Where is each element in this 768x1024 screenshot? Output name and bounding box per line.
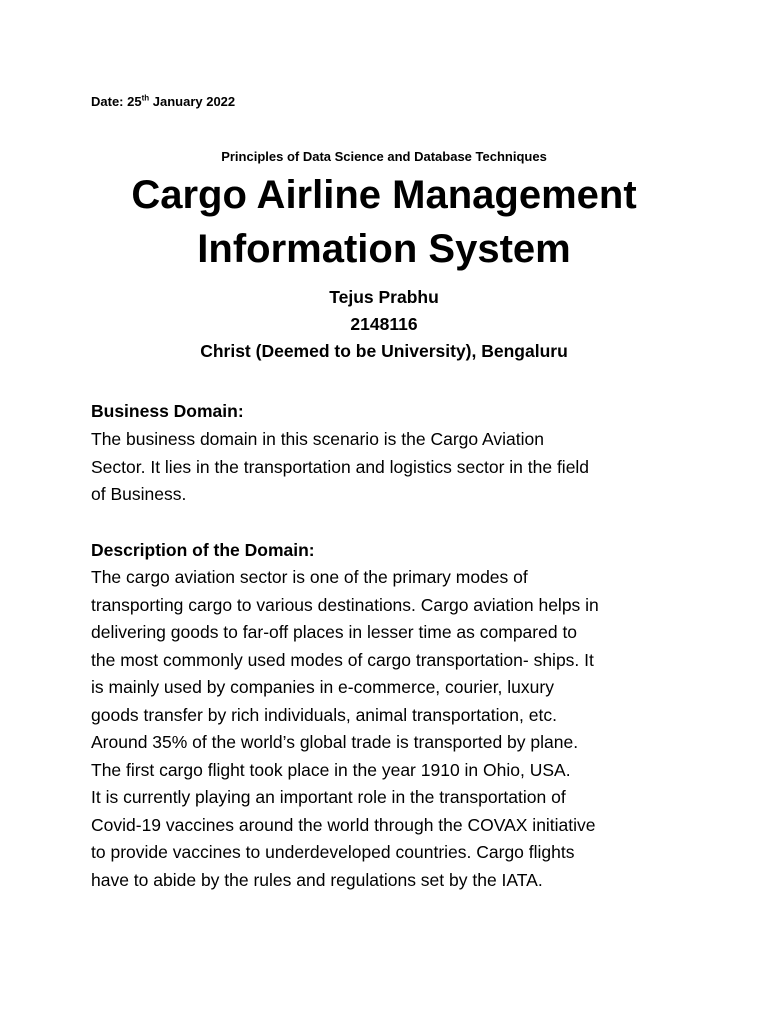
business-domain-paragraph xyxy=(91,426,691,509)
paragraph-line: is mainly used by companies in e-commerce, courier, luxury xyxy=(91,677,554,697)
author-name: Tejus Prabhu xyxy=(329,287,439,307)
date-superscript: th xyxy=(141,93,150,103)
paragraph-line: The business domain in this scenario is the Cargo Aviation xyxy=(91,429,544,449)
paragraph-line: The first cargo flight took place in the year 1910 in Ohio, USA. xyxy=(91,759,571,780)
paragraph-line: transporting cargo to various destinations. Cargo aviation helps in xyxy=(91,594,599,615)
paragraph-line: Around 35% of the world’s global trade is transported by plane. xyxy=(91,732,579,752)
paragraph-line: delivering goods to far-off places in lesser time as compared to xyxy=(91,622,578,642)
title-line-2: Information System xyxy=(197,227,571,271)
paragraph-line: It is currently playing an important role in the transportation of xyxy=(91,787,566,807)
paragraph-line: have to abide by the rules and regulations set by the IATA. xyxy=(91,869,543,890)
paragraph-line: The cargo aviation sector is one of the primary modes of xyxy=(91,567,528,587)
domain-description-paragraph xyxy=(91,564,691,894)
paragraph-line: to provide vaccines to underdeveloped countries. Cargo flights xyxy=(91,842,575,862)
date-rest: January 2022 xyxy=(149,94,236,109)
course-name: Principles of Data Science and Database Techniques xyxy=(221,149,547,164)
paragraph-line: the most commonly used modes of cargo transportation- ships. It xyxy=(91,649,594,670)
author-id: 2148116 xyxy=(350,314,418,334)
business-domain-heading: Business Domain: xyxy=(91,401,244,421)
paragraph-line: Sector. It lies in the transportation and logistics sector in the field xyxy=(91,456,590,477)
document-title xyxy=(40,168,728,276)
date-label: Date: 25 xyxy=(91,94,142,109)
document-date xyxy=(91,93,235,111)
paragraph-line: Covid-19 vaccines around the world through the COVAX initiative xyxy=(91,814,596,835)
paragraph-line: of Business. xyxy=(91,484,187,504)
title-line-1: Cargo Airline Management xyxy=(131,173,637,217)
paragraph-line: goods transfer by rich individuals, animal transportation, etc. xyxy=(91,704,557,725)
author-institution: Christ (Deemed to be University), Bengaluru xyxy=(200,341,568,361)
author-block xyxy=(0,284,768,365)
domain-description-heading: Description of the Domain: xyxy=(91,540,315,560)
